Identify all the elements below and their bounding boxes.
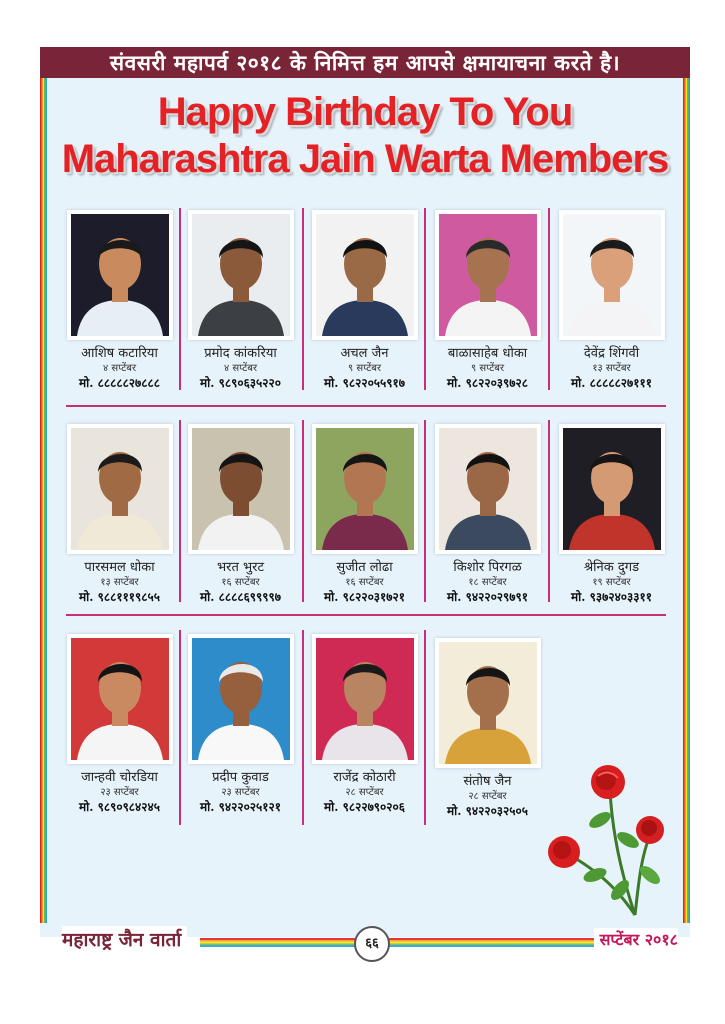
- member-phone: मो. ९८२२७९०२०६: [323, 800, 406, 814]
- member-phone: मो. ९४२२०२५१२१: [199, 800, 282, 814]
- row-divider: [66, 405, 666, 407]
- member-photo: [67, 210, 173, 340]
- member-card: [549, 424, 674, 605]
- member-photo: [188, 424, 294, 554]
- member-photo: [435, 424, 541, 554]
- member-card: [425, 424, 550, 605]
- member-birthday: १३ सप्टेंबर: [100, 577, 139, 588]
- column-divider: [424, 208, 426, 390]
- member-birthday: ४ सप्टेंबर: [223, 363, 258, 374]
- member-name: आशिष कटारिया: [81, 346, 158, 361]
- member-birthday: १८ सप्टेंबर: [468, 577, 507, 588]
- member-card: [549, 210, 674, 391]
- banner-text: संवसरी महापर्व २०१८ के निमित्त हम आपसे क्षमायाचना करते है।: [109, 49, 621, 75]
- member-photo: [312, 634, 418, 764]
- member-card: [425, 210, 550, 391]
- member-name: देवेंद्र शिंगवी: [583, 346, 640, 361]
- member-photo: [188, 634, 294, 764]
- member-card: [302, 634, 427, 815]
- member-photo: [67, 424, 173, 554]
- member-phone: मो. ८८८८८२७८८८: [78, 376, 161, 390]
- member-phone: मो. ९३७२४०३३११: [570, 590, 653, 604]
- member-card: [302, 210, 427, 391]
- member-birthday: २८ सप्टेंबर: [468, 791, 507, 802]
- member-name: सुजीत लोढा: [336, 560, 393, 575]
- member-birthday: २८ सप्टेंबर: [345, 787, 384, 798]
- member-phone: मो. ८८८८६९९९९७: [199, 590, 282, 604]
- member-phone: मो. ९८२२०३९७२८: [446, 376, 529, 390]
- page-number: ६६: [354, 926, 390, 962]
- member-birthday: १९ सप्टेंबर: [592, 577, 631, 588]
- column-divider: [548, 420, 550, 602]
- member-phone: मो. ८८८८८२७१११: [570, 376, 653, 390]
- row-divider: [66, 614, 666, 616]
- member-phone: मो. ९४२२०३२५०५: [446, 804, 529, 818]
- member-birthday: ९ सप्टेंबर: [347, 363, 382, 374]
- right-rainbow-border: [683, 75, 690, 923]
- member-photo: [435, 638, 541, 768]
- member-phone: मो. ९८९०६३५२२०: [199, 376, 282, 390]
- member-name: प्रदीप कुवाड: [212, 770, 269, 785]
- member-card: [57, 424, 182, 605]
- top-banner: [40, 47, 690, 78]
- member-phone: मो. ९८८१११९८५५: [78, 590, 161, 604]
- headline-line-1: Happy Birthday To You: [157, 90, 573, 134]
- member-name: किशोर पिरगळ: [453, 560, 522, 575]
- member-birthday: १६ सप्टेंबर: [221, 577, 260, 588]
- magazine-name: महाराष्ट्र जैन वार्ता: [62, 926, 187, 952]
- member-photo: [312, 210, 418, 340]
- member-birthday: ९ सप्टेंबर: [470, 363, 505, 374]
- member-name: बाळासाहेब धोका: [447, 346, 528, 361]
- member-name: श्रेनिक दुगड: [583, 560, 640, 575]
- member-birthday: ४ सप्टेंबर: [102, 363, 137, 374]
- member-birthday: १६ सप्टेंबर: [345, 577, 384, 588]
- roses-decoration: [540, 760, 680, 920]
- member-photo: [312, 424, 418, 554]
- left-rainbow-border: [40, 75, 47, 923]
- column-divider: [302, 208, 304, 390]
- column-divider: [302, 630, 304, 825]
- headline-line-2: Maharashtra Jain Warta Members: [61, 137, 669, 181]
- member-phone: मो. ९८२२०५५९१७: [323, 376, 406, 390]
- member-photo: [67, 634, 173, 764]
- column-divider: [424, 630, 426, 825]
- member-card: [57, 210, 182, 391]
- column-divider: [179, 630, 181, 825]
- member-card: [302, 424, 427, 605]
- page-footer: [40, 922, 690, 958]
- member-phone: मो. ९८२२०३१७२१: [323, 590, 406, 604]
- member-birthday: २३ सप्टेंबर: [100, 787, 139, 798]
- member-name: अचल जैन: [340, 346, 389, 361]
- member-name: जान्हवी चोरडिया: [81, 770, 158, 785]
- issue-month: सप्टेंबर २०१८: [594, 928, 678, 950]
- column-divider: [548, 208, 550, 390]
- member-phone: मो. ९८९०९८४२४५: [78, 800, 161, 814]
- member-card: [178, 634, 303, 815]
- member-photo: [559, 424, 665, 554]
- column-divider: [179, 420, 181, 602]
- member-phone: मो. ९४२२०२९७९१: [446, 590, 529, 604]
- member-card: [425, 638, 550, 819]
- member-name: भरत भुरट: [216, 560, 264, 575]
- member-photo: [559, 210, 665, 340]
- member-photo: [188, 210, 294, 340]
- member-name: संतोष जैन: [463, 774, 512, 789]
- member-card: [57, 634, 182, 815]
- member-name: प्रमोद कांकरिया: [204, 346, 277, 361]
- column-divider: [179, 208, 181, 390]
- column-divider: [302, 420, 304, 602]
- member-photo: [435, 210, 541, 340]
- member-birthday: १३ सप्टेंबर: [592, 363, 631, 374]
- member-card: [178, 210, 303, 391]
- member-birthday: २३ सप्टेंबर: [221, 787, 260, 798]
- member-card: [178, 424, 303, 605]
- member-name: पारसमल धोका: [84, 560, 155, 575]
- member-name: राजेंद्र कोठारी: [333, 770, 396, 785]
- column-divider: [424, 420, 426, 602]
